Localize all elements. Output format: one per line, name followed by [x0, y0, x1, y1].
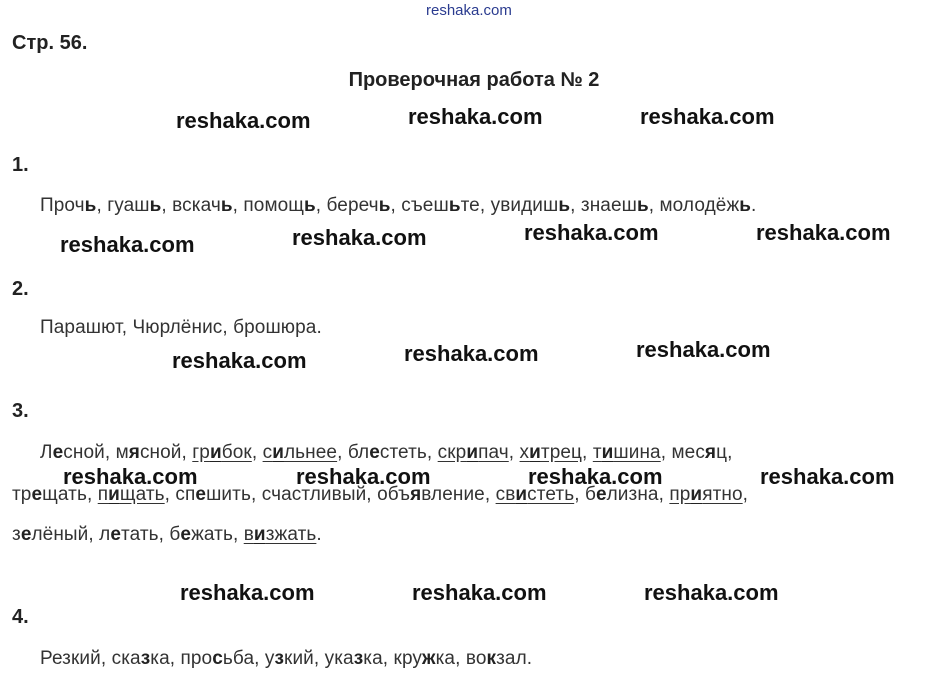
highlighted-letter: е — [180, 524, 192, 545]
highlighted-letter: з — [353, 648, 364, 669]
text-run: стеть, — [379, 442, 438, 463]
highlighted-letter: и — [272, 442, 284, 463]
text-run: скр — [437, 442, 467, 463]
text-run: , помощ — [232, 195, 304, 216]
text-run: , — [582, 442, 593, 463]
watermark: reshaka.com — [63, 464, 198, 489]
text-run: зжать — [265, 524, 317, 545]
text-run: лизна, — [606, 484, 670, 505]
highlighted-letter: ь — [378, 195, 391, 216]
text-run: льнее — [283, 442, 338, 463]
text-run: шить, счастливый, объ — [206, 484, 411, 505]
text-run: , знаеш — [570, 195, 637, 216]
text-run: сной, м — [63, 442, 129, 463]
highlighted-letter: и — [529, 442, 541, 463]
highlighted-letter: ж — [422, 648, 436, 669]
watermark: reshaka.com — [176, 108, 311, 133]
text-run: . — [751, 195, 757, 216]
highlighted-letter: и — [108, 484, 120, 505]
text-run: , мес — [660, 442, 705, 463]
highlighted-letter: я — [410, 484, 422, 505]
highlighted-letter: е — [195, 484, 207, 505]
text-run: бок — [221, 442, 252, 463]
watermark: reshaka.com — [636, 337, 771, 362]
watermark: reshaka.com — [412, 580, 547, 605]
highlighted-letter: е — [369, 442, 380, 463]
text-run: , сп — [164, 484, 196, 505]
answer-line — [12, 524, 322, 546]
highlighted-letter: ь — [220, 195, 233, 216]
highlighted-letter: е — [52, 442, 64, 463]
text-run: стеть — [527, 484, 575, 505]
text-run: те, увидиш — [460, 195, 559, 216]
text-run: Парашют, Чюрлёнис, брошюра. — [40, 317, 322, 338]
text-run: , — [508, 442, 520, 463]
watermark: reshaka.com — [640, 104, 775, 129]
text-run: , молодёж — [648, 195, 740, 216]
text-run: трец — [540, 442, 583, 463]
highlighted-letter: и — [690, 484, 703, 505]
highlighted-letter: и — [209, 442, 222, 463]
text-run: Л — [40, 442, 53, 463]
text-run: , — [742, 484, 749, 505]
text-run: сной, — [139, 442, 193, 463]
highlighted-letter: и — [466, 442, 479, 463]
task-number: 1. — [12, 154, 29, 176]
watermark: reshaka.com — [644, 580, 779, 605]
highlighted-letter: ь — [304, 195, 316, 216]
text-run: лёный, л — [31, 524, 111, 545]
answer-line — [40, 648, 532, 670]
text-run: кий, ука — [284, 648, 354, 669]
task-number: 2. — [12, 278, 29, 300]
text-run: жать, — [191, 524, 244, 545]
watermark: reshaka.com — [760, 464, 895, 489]
text-run: шина — [613, 442, 661, 463]
text-run: , гуаш — [96, 195, 150, 216]
text-run: гр — [192, 442, 210, 463]
text-run: ка, кру — [363, 648, 423, 669]
highlighted-letter: е — [595, 484, 607, 505]
text-run: , береч — [315, 195, 379, 216]
text-run: , бл — [337, 442, 370, 463]
text-run: тр — [12, 484, 32, 505]
highlighted-letter: ь — [84, 195, 97, 216]
page-number: Стр. 56. — [12, 32, 88, 54]
text-run: т — [592, 442, 602, 463]
text-run: с — [262, 442, 273, 463]
text-run: ц, — [716, 442, 733, 463]
text-run: з — [12, 524, 21, 545]
text-run: х — [519, 442, 530, 463]
text-run: ка, во — [435, 648, 487, 669]
watermark: reshaka.com — [756, 220, 891, 245]
text-run: ятно — [702, 484, 743, 505]
task-number: 3. — [12, 400, 29, 422]
highlighted-letter: е — [110, 524, 122, 545]
answer-line — [40, 195, 756, 217]
watermark: reshaka.com — [524, 220, 659, 245]
highlighted-letter: з — [274, 648, 285, 669]
text-run: тать, б — [121, 524, 181, 545]
text-run: щать — [119, 484, 165, 505]
text-run: , б — [574, 484, 596, 505]
watermark: reshaka.com — [172, 348, 307, 373]
highlighted-letter: е — [31, 484, 43, 505]
highlighted-letter: з — [140, 648, 151, 669]
watermark: reshaka.com — [292, 225, 427, 250]
text-run: , — [251, 442, 263, 463]
watermark: reshaka.com — [408, 104, 543, 129]
answer-line — [40, 442, 732, 464]
highlighted-letter: и — [515, 484, 528, 505]
watermark: reshaka.com — [296, 464, 431, 489]
task-number: 4. — [12, 606, 29, 628]
highlighted-letter: с — [212, 648, 223, 669]
watermark: reshaka.com — [528, 464, 663, 489]
highlighted-letter: ь — [558, 195, 571, 216]
highlighted-letter: ь — [448, 195, 461, 216]
text-run: вление, — [421, 484, 496, 505]
highlighted-letter: я — [128, 442, 140, 463]
answer-line — [40, 317, 322, 339]
text-run: пач — [478, 442, 509, 463]
highlighted-letter: и — [601, 442, 614, 463]
text-run: , вскач — [161, 195, 221, 216]
highlighted-letter: ь — [149, 195, 162, 216]
highlighted-letter: е — [20, 524, 32, 545]
highlighted-letter: я — [704, 442, 717, 463]
text-run: . — [316, 524, 322, 545]
text-run: пр — [669, 484, 691, 505]
highlighted-letter: к — [486, 648, 497, 669]
text-run: Проч — [40, 195, 85, 216]
text-run: ьба, у — [222, 648, 275, 669]
top-watermark: reshaka.com — [426, 2, 512, 19]
text-run: ка, про — [150, 648, 213, 669]
text-run: , съеш — [390, 195, 449, 216]
text-run: св — [495, 484, 516, 505]
watermark: reshaka.com — [180, 580, 315, 605]
highlighted-letter: ь — [739, 195, 752, 216]
highlighted-letter: ь — [636, 195, 649, 216]
text-run: зал. — [496, 648, 533, 669]
text-run: п — [97, 484, 109, 505]
highlighted-letter: и — [253, 524, 266, 545]
watermark: reshaka.com — [404, 341, 539, 366]
answer-line — [12, 484, 748, 506]
text-run: Резкий, ска — [40, 648, 141, 669]
text-run: щать, — [42, 484, 98, 505]
page-title: Проверочная работа № 2 — [348, 69, 600, 91]
text-run: в — [243, 524, 254, 545]
watermark: reshaka.com — [60, 232, 195, 257]
